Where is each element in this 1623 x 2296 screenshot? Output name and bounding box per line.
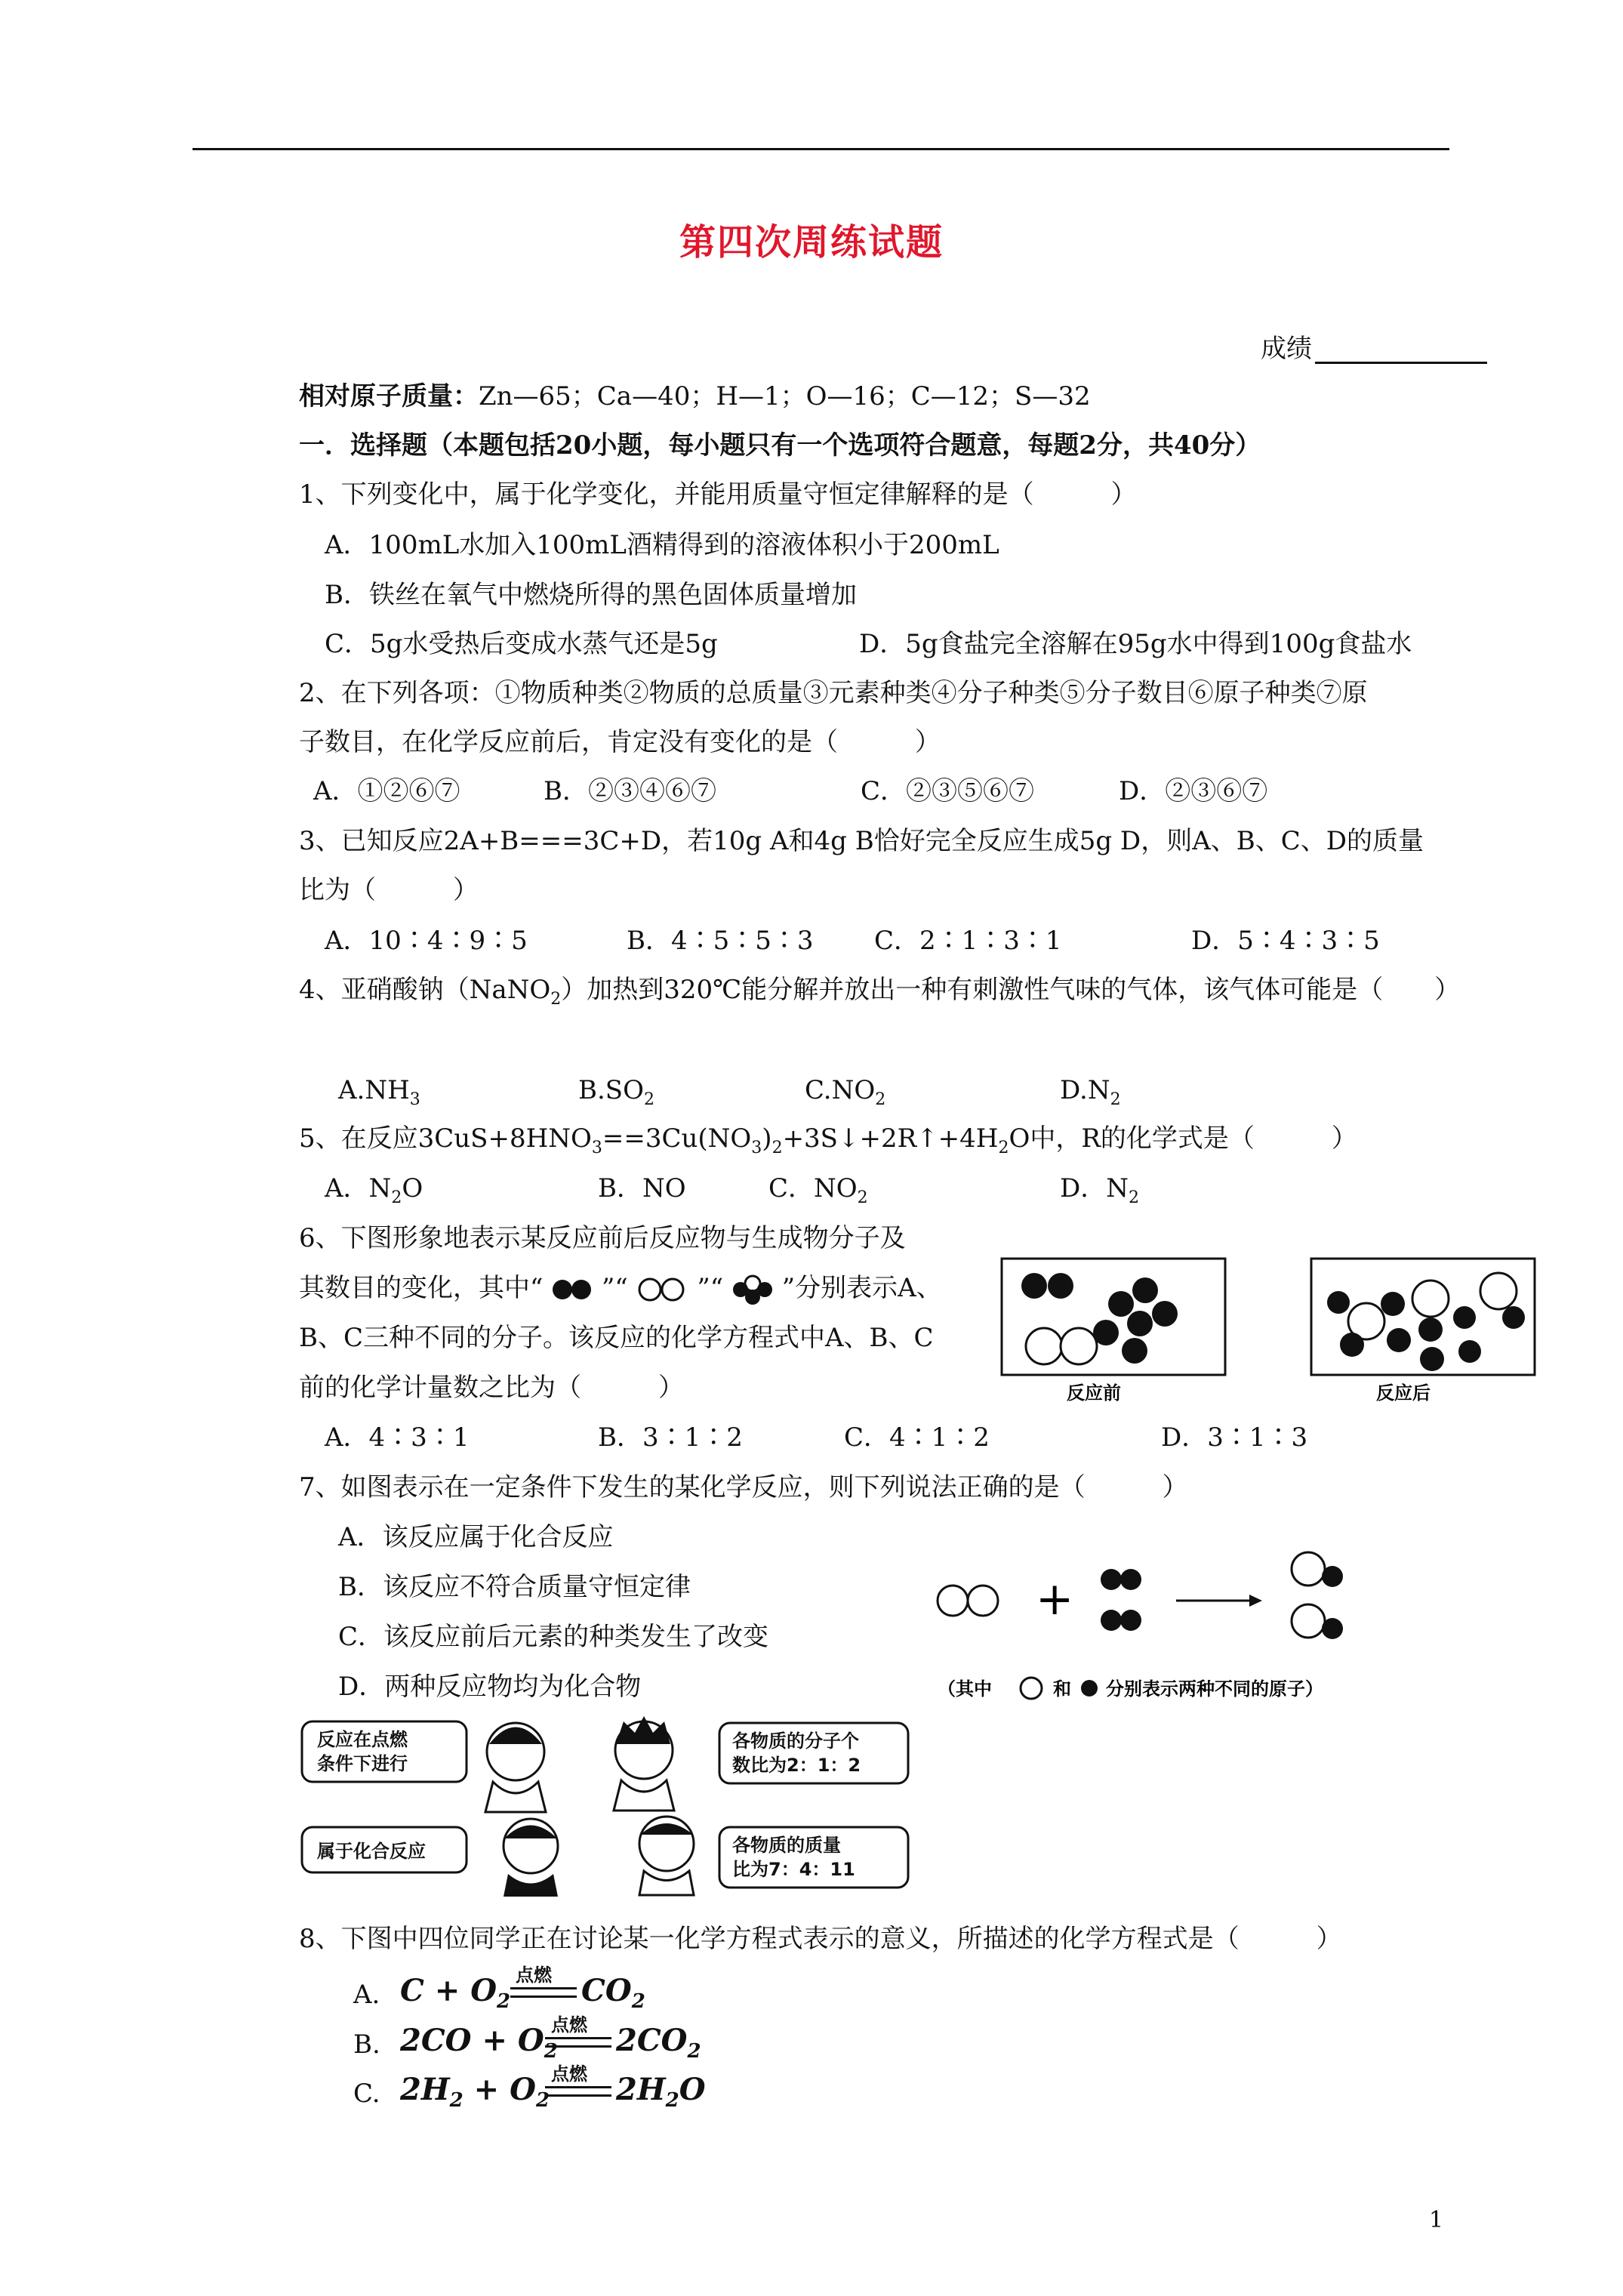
q4-c-text: C.NO [805, 1075, 876, 1105]
q4-option-b[interactable] [578, 1075, 654, 1115]
q1-stem: 1、下列变化中，属于化学变化，并能用质量守恒定律解释的是（ ） [299, 479, 1137, 510]
molecule-b-icon [636, 1277, 689, 1302]
q8-equation-c-left: $2H_2 + O_2$ [400, 2072, 550, 2112]
atomic-mass-label: 相对原子质量： [299, 381, 479, 411]
legend-text-2: 和 [1053, 1678, 1071, 1700]
q3-stem-line1: 3、已知反应2A+B===3C+D，若10g A和4g B恰好完全反应生成5g D，则A、B、C、D的质量 [299, 826, 1424, 856]
q4-option-d[interactable] [1060, 1075, 1121, 1115]
q3-option-a[interactable]: A．10∶4∶9∶5 [325, 926, 528, 956]
q4-stem-text-2: ）加热到320℃能分解并放出一种有刺激性气味的气体，该气体可能是（ ） [561, 975, 1461, 1005]
molecule-a-icon [551, 1277, 593, 1302]
q1-option-d[interactable]: D．5g食盐完全溶解在95g水中得到100g食盐水 [859, 629, 1412, 659]
q4-stem-text: 4、亚硝酸钠（NaNO [299, 975, 551, 1005]
q1-option-a[interactable]: A．100mL水加入100mL酒精得到的溶液体积小于200mL [325, 530, 999, 560]
bubble-4-line1: 各物质的质量 [732, 1835, 841, 1856]
q5-t1: 5、在反应3CuS+8HNO [299, 1123, 592, 1154]
q5-s4: 2 [998, 1138, 1009, 1157]
q2-stem-line1: 2、在下列各项：①物质种类②物质的总质量③元素种类④分子种类⑤分子数目⑥原子种类⑦原 [299, 678, 1368, 708]
legend-text-3: 分别表示两种不同的原子） [1106, 1678, 1323, 1700]
reaction-before-diagram [1000, 1257, 1227, 1412]
bubble-1-line1: 反应在点燃 [317, 1729, 408, 1750]
q4-b-sub: 2 [643, 1089, 654, 1109]
q7-stem: 7、如图表示在一定条件下发生的某化学反应，则下列说法正确的是（ ） [299, 1472, 1188, 1502]
q3-option-b[interactable]: B．4∶5∶5∶3 [627, 926, 814, 956]
white-atom-icon [938, 1586, 968, 1616]
q7-option-a[interactable]: A．该反应属于化合反应 [338, 1522, 614, 1552]
plus-icon: + [1036, 1573, 1074, 1626]
q5-s2: 3 [751, 1138, 762, 1157]
bubble-4-line2: 比为7：4：11 [732, 1859, 855, 1880]
atomic-mass-values: Zn—65；Ca—40；H—1；O—16；C—12；S—32 [479, 381, 1091, 411]
q6-stem-line4: 前的化学计量数之比为（ ） [299, 1373, 684, 1403]
q5-option-a[interactable] [325, 1173, 423, 1213]
q8-equation-c-right: $2H_2O$ [616, 2072, 706, 2112]
student-discussion-cartoon [300, 1714, 912, 1899]
q7-option-c[interactable]: C．该反应前后元素的种类发生了改变 [338, 1622, 769, 1652]
score-field [1261, 334, 1487, 364]
q8-equation-b-right: $2CO_2$ [616, 2023, 701, 2063]
q8-condition-a: 点燃 [516, 1964, 552, 1986]
q2-option-c[interactable]: C．②③⑤⑥⑦ [861, 776, 1035, 806]
q3-stem-line2: 比为（ ） [299, 875, 479, 905]
q5-t2: ==3Cu(NO [602, 1123, 752, 1154]
q5-stem [299, 1123, 1357, 1163]
q5-t3: ) [762, 1123, 772, 1154]
q8-condition-c: 点燃 [551, 2063, 587, 2085]
legend-text-1: （其中 [938, 1678, 992, 1700]
q4-stem [299, 975, 1460, 1015]
q6-stem-line2 [299, 1273, 942, 1306]
q6-option-d[interactable]: D．3∶1∶3 [1161, 1422, 1308, 1453]
q8-option-b-label[interactable]: B. [353, 2029, 380, 2060]
q8-equation-b-left: $2CO + O_2$ [400, 2023, 558, 2063]
q4-d-text: D.N [1060, 1075, 1110, 1105]
q6-option-b[interactable]: B．3∶1∶2 [598, 1422, 743, 1453]
q5-d-sub: 2 [1129, 1188, 1140, 1207]
q3-option-d[interactable]: D．5∶4∶3∶5 [1191, 926, 1380, 956]
q6-l2d: ”分别表示A、 [781, 1273, 942, 1303]
q5-c-sub: 2 [857, 1188, 868, 1207]
q2-stem-line2: 子数目，在化学反应前后，肯定没有变化的是（ ） [299, 727, 941, 757]
q3-option-c[interactable]: C．2∶1∶3∶1 [874, 926, 1062, 956]
bubble-2-line1: 各物质的分子个 [732, 1730, 859, 1752]
page-number: 1 [1429, 2207, 1444, 2233]
q5-a-post: O [402, 1173, 423, 1203]
q5-s1: 3 [591, 1138, 602, 1157]
q6-l2b: ”“ [602, 1273, 628, 1303]
q4-d-sub: 2 [1110, 1089, 1121, 1109]
q7-option-d[interactable]: D．两种反应物均为化合物 [338, 1672, 642, 1702]
q5-s3: 2 [771, 1138, 783, 1157]
score-label: 成绩 [1261, 334, 1312, 364]
q4-option-a[interactable] [338, 1075, 420, 1115]
q5-option-c[interactable] [768, 1173, 868, 1213]
q4-c-sub: 2 [875, 1089, 886, 1109]
q6-option-c[interactable]: C．4∶1∶2 [844, 1422, 990, 1453]
q5-d-text: D．N [1060, 1173, 1129, 1203]
q8-stem: 8、下图中四位同学正在讨论某一化学方程式表示的意义，所描述的化学方程式是（ ） [299, 1924, 1342, 1954]
q1-option-c[interactable]: C．5g水受热后变成水蒸气还是5g [325, 629, 718, 659]
page-title: 第四次周练试题 [679, 221, 944, 264]
q8-equals-b [545, 2037, 611, 2048]
before-caption: 反应前 [1067, 1382, 1121, 1404]
atomic-mass-line [299, 381, 1091, 411]
q5-t4: +3S↓+2R↑+4H [782, 1123, 999, 1154]
q8-equals-c [545, 2086, 611, 2097]
q4-a-sub: 3 [409, 1089, 420, 1109]
q5-c-text: C．NO [768, 1173, 858, 1203]
bubble-2-line2: 数比为2：1：2 [732, 1755, 861, 1776]
q4-a-text: A.NH [338, 1075, 410, 1105]
q5-a-text: A．N [325, 1173, 392, 1203]
q6-stem-line3: B、C三种不同的分子。该反应的化学方程式中A、B、C [299, 1323, 934, 1353]
header-rule [192, 148, 1449, 150]
q8-equals-a [510, 1987, 577, 1998]
q8-option-c-label[interactable]: C. [353, 2079, 380, 2109]
q2-option-a[interactable]: A．①②⑥⑦ [313, 776, 460, 806]
after-caption: 反应后 [1376, 1382, 1431, 1404]
q7-option-b[interactable]: B．该反应不符合质量守恒定律 [338, 1572, 691, 1602]
q6-l2c: ”“ [697, 1273, 724, 1303]
q5-option-d[interactable] [1060, 1173, 1139, 1213]
q6-option-a[interactable]: A．4∶3∶1 [325, 1422, 470, 1453]
q8-equation-a-left: $C + O_2$ [400, 1973, 511, 2013]
q5-a-sub: 2 [391, 1188, 402, 1207]
q8-equation-a-right: $CO_2$ [581, 1973, 645, 2013]
bubble-1-line2: 条件下进行 [317, 1753, 408, 1774]
q2-option-d[interactable]: D．②③⑥⑦ [1119, 776, 1268, 806]
q8-option-a-label[interactable]: A. [353, 1980, 380, 2010]
q4-option-c[interactable] [805, 1075, 885, 1115]
q6-l2a: 其数目的变化，其中“ [299, 1273, 544, 1303]
q2-option-b[interactable]: B．②③④⑥⑦ [544, 776, 716, 806]
q8-condition-b: 点燃 [551, 2014, 587, 2036]
q7-reaction-diagram [936, 1525, 1449, 1714]
q1-option-b[interactable]: B．铁丝在氧气中燃烧所得的黑色固体质量增加 [325, 580, 857, 610]
q5-option-b[interactable]: B．NO [598, 1173, 686, 1203]
q5-t5: O中，R的化学式是（ ） [1009, 1123, 1357, 1154]
bubble-3: 属于化合反应 [317, 1841, 426, 1862]
q4-b-text: B.SO [578, 1075, 644, 1105]
q6-stem-line1: 6、下图形象地表示某反应前后反应物与生成物分子及 [299, 1223, 906, 1253]
q4-stem-sub: 2 [550, 989, 562, 1009]
reaction-after-diagram [1310, 1257, 1536, 1412]
section-heading: 一．选择题（本题包括20小题，每小题只有一个选项符合题意，每题2分，共40分） [299, 430, 1261, 461]
molecule-c-icon [731, 1273, 774, 1306]
score-blank[interactable] [1315, 336, 1487, 364]
